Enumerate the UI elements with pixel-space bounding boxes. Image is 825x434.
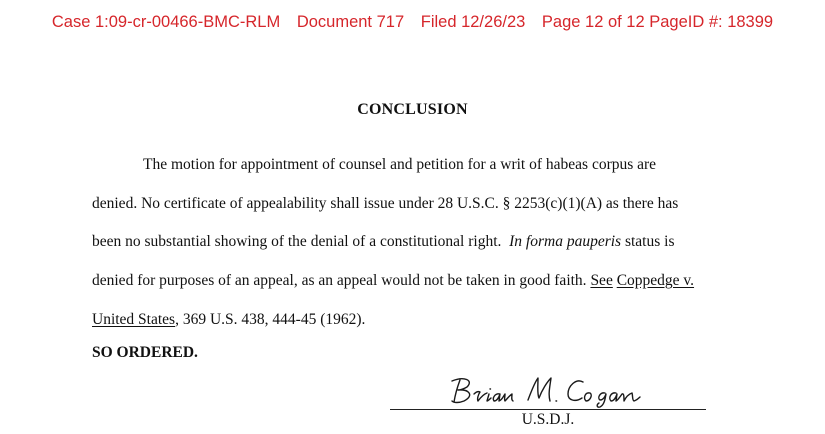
paragraph-line: denied. No certificate of appealability shall issue under 28 U.S.C. § 2253(c)(1)(A) as there has xyxy=(92,194,679,212)
case-citation-name: Coppedge v. xyxy=(616,272,695,290)
case-number: Case 1:09-cr-00466-BMC-RLM xyxy=(51,13,281,31)
paragraph-text: denied for purposes of an appeal, as an appeal would not be taken in good faith. xyxy=(92,272,587,290)
conclusion-paragraph xyxy=(92,146,752,339)
signal-see: See xyxy=(590,272,613,290)
citation-text: , 369 U.S. 438, 444-45 (1962). xyxy=(175,310,366,328)
filed-date: Filed 12/26/23 xyxy=(420,13,526,31)
paragraph-line xyxy=(92,223,752,262)
italic-phrase: In forma pauperis xyxy=(509,233,622,251)
case-header xyxy=(0,13,825,32)
paragraph-line xyxy=(92,301,752,340)
case-citation-name: United States xyxy=(92,310,176,328)
paragraph-line: The motion for appointment of counsel and petition for a writ of habeas corpus are xyxy=(143,156,657,173)
paragraph-text: been no substantial showing of the denial of a constitutional right. xyxy=(92,233,502,251)
judge-title: U.S.D.J. xyxy=(521,411,575,428)
paragraph-text: status is xyxy=(624,233,675,251)
so-ordered: SO ORDERED. xyxy=(92,344,198,361)
document-number: Document 717 xyxy=(296,13,405,31)
page-info: Page 12 of 12 PageID #: 18399 xyxy=(541,13,774,31)
paragraph-line xyxy=(92,262,752,301)
section-title: CONCLUSION xyxy=(357,101,468,118)
signature-line xyxy=(390,409,706,410)
handwritten-signature xyxy=(440,370,680,410)
